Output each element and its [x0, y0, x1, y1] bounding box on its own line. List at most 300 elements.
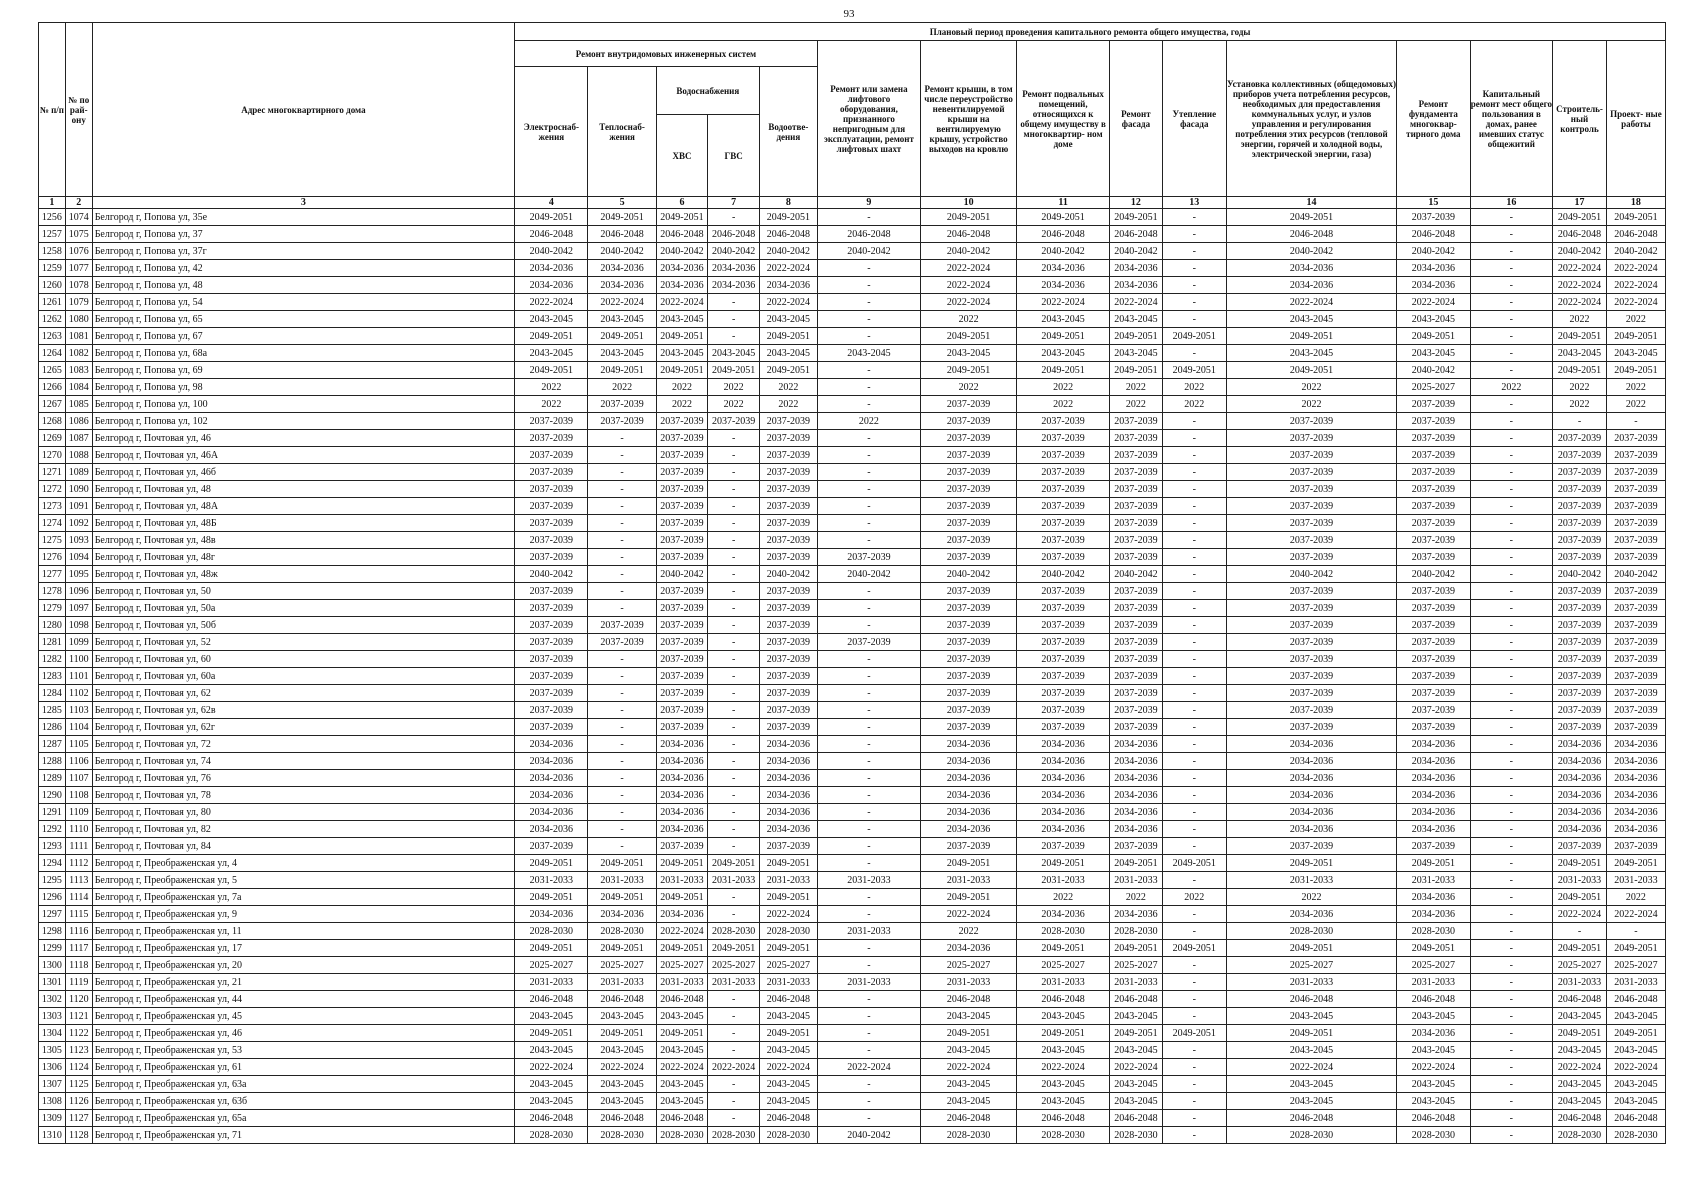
- period-cell: 2037-2039: [515, 515, 588, 532]
- period-cell: 2049-2051: [1553, 209, 1607, 226]
- period-cell: 2040-2042: [1553, 566, 1607, 583]
- address-cell: Белгород г, Преображенская ул, 11: [92, 923, 514, 940]
- period-cell: 2037-2039: [515, 583, 588, 600]
- period-cell: 2022: [817, 413, 920, 430]
- period-cell: -: [817, 447, 920, 464]
- district-number: 1095: [65, 566, 92, 583]
- period-cell: -: [1162, 1110, 1226, 1127]
- period-cell: 2049-2051: [515, 940, 588, 957]
- period-cell: 2031-2033: [515, 872, 588, 889]
- period-cell: 2034-2036: [921, 804, 1017, 821]
- period-cell: 2034-2036: [1110, 787, 1163, 804]
- district-number: 1083: [65, 362, 92, 379]
- address-cell: Белгород г, Почтовая ул, 74: [92, 753, 514, 770]
- district-number: 1077: [65, 260, 92, 277]
- period-cell: -: [1606, 413, 1665, 430]
- row-number: 1264: [39, 345, 66, 362]
- period-cell: 2043-2045: [1110, 345, 1163, 362]
- header-num: № п/п: [39, 23, 66, 197]
- table-row: [39, 651, 1666, 668]
- period-cell: -: [1470, 311, 1553, 328]
- period-cell: 2034-2036: [1397, 277, 1470, 294]
- period-cell: 2037-2039: [1226, 430, 1396, 447]
- period-cell: 2043-2045: [1226, 345, 1396, 362]
- table-row: [39, 855, 1666, 872]
- period-cell: 2034-2036: [656, 753, 708, 770]
- period-cell: -: [588, 770, 656, 787]
- period-cell: -: [1470, 498, 1553, 515]
- period-cell: 2031-2033: [921, 974, 1017, 991]
- period-cell: 2037-2039: [1606, 668, 1665, 685]
- period-cell: 2034-2036: [1553, 787, 1607, 804]
- period-cell: -: [1470, 753, 1553, 770]
- period-cell: 2049-2051: [1017, 362, 1110, 379]
- period-cell: 2034-2036: [1226, 770, 1396, 787]
- period-cell: 2025-2027: [1397, 957, 1470, 974]
- row-number: 1281: [39, 634, 66, 651]
- period-cell: -: [1162, 1059, 1226, 1076]
- table-row: [39, 464, 1666, 481]
- district-number: 1115: [65, 906, 92, 923]
- period-cell: -: [588, 430, 656, 447]
- period-cell: -: [1162, 906, 1226, 923]
- period-cell: 2043-2045: [759, 1076, 817, 1093]
- period-cell: 2031-2033: [759, 872, 817, 889]
- row-number: 1287: [39, 736, 66, 753]
- period-cell: 2037-2039: [515, 532, 588, 549]
- period-cell: -: [1470, 787, 1553, 804]
- period-cell: 2037-2039: [1017, 651, 1110, 668]
- period-cell: 2037-2039: [1110, 685, 1163, 702]
- address-cell: Белгород г, Преображенская ул, 63а: [92, 1076, 514, 1093]
- district-number: 1104: [65, 719, 92, 736]
- period-cell: 2043-2045: [656, 345, 708, 362]
- period-cell: 2037-2039: [1017, 532, 1110, 549]
- period-cell: 2022-2024: [759, 1059, 817, 1076]
- period-cell: 2037-2039: [1110, 600, 1163, 617]
- period-cell: 2022: [515, 396, 588, 413]
- period-cell: 2022-2024: [759, 260, 817, 277]
- period-cell: -: [1470, 532, 1553, 549]
- period-cell: 2031-2033: [515, 974, 588, 991]
- period-cell: 2049-2051: [921, 1025, 1017, 1042]
- period-cell: 2022-2024: [656, 1059, 708, 1076]
- period-cell: 2049-2051: [588, 209, 656, 226]
- period-cell: -: [1162, 651, 1226, 668]
- period-cell: -: [817, 600, 920, 617]
- address-cell: Белгород г, Почтовая ул, 48А: [92, 498, 514, 515]
- period-cell: -: [1162, 464, 1226, 481]
- period-cell: -: [708, 736, 760, 753]
- period-cell: -: [1162, 532, 1226, 549]
- table-row: [39, 617, 1666, 634]
- period-cell: -: [817, 855, 920, 872]
- row-number: 1307: [39, 1076, 66, 1093]
- row-number: 1272: [39, 481, 66, 498]
- row-number: 1292: [39, 821, 66, 838]
- period-cell: 2034-2036: [1226, 906, 1396, 923]
- period-cell: 2022: [1017, 379, 1110, 396]
- period-cell: 2025-2027: [656, 957, 708, 974]
- period-cell: 2031-2033: [1397, 872, 1470, 889]
- period-cell: 2037-2039: [1397, 617, 1470, 634]
- column-number-row: [39, 197, 1666, 209]
- header-facade-insulation: Утепление фасада: [1162, 41, 1226, 197]
- period-cell: -: [708, 1042, 760, 1059]
- period-cell: -: [1162, 345, 1226, 362]
- period-cell: -: [708, 1025, 760, 1042]
- period-cell: 2046-2048: [1553, 1110, 1607, 1127]
- period-cell: -: [1470, 226, 1553, 243]
- period-cell: 2037-2039: [1226, 719, 1396, 736]
- period-cell: 2037-2039: [515, 668, 588, 685]
- period-cell: 2034-2036: [1553, 821, 1607, 838]
- address-cell: Белгород г, Почтовая ул, 48: [92, 481, 514, 498]
- period-cell: 2037-2039: [515, 702, 588, 719]
- row-number: 1306: [39, 1059, 66, 1076]
- period-cell: -: [1162, 209, 1226, 226]
- table-row: [39, 498, 1666, 515]
- period-cell: 2049-2051: [1110, 1025, 1163, 1042]
- period-cell: 2034-2036: [1110, 277, 1163, 294]
- period-cell: 2049-2051: [1110, 328, 1163, 345]
- period-cell: -: [708, 702, 760, 719]
- period-cell: 2043-2045: [1110, 311, 1163, 328]
- period-cell: 2043-2045: [515, 1008, 588, 1025]
- table-row: [39, 583, 1666, 600]
- period-cell: 2037-2039: [921, 583, 1017, 600]
- page-number: 93: [843, 8, 855, 20]
- period-cell: 2037-2039: [1226, 532, 1396, 549]
- period-cell: -: [708, 600, 760, 617]
- period-cell: 2049-2051: [759, 889, 817, 906]
- period-cell: 2046-2048: [1397, 226, 1470, 243]
- period-cell: 2037-2039: [1226, 702, 1396, 719]
- period-cell: 2034-2036: [1226, 736, 1396, 753]
- row-number: 1300: [39, 957, 66, 974]
- period-cell: -: [1162, 1008, 1226, 1025]
- row-number: 1285: [39, 702, 66, 719]
- period-cell: -: [1162, 498, 1226, 515]
- period-cell: 2034-2036: [1017, 906, 1110, 923]
- header-dormitory: Капитальный ремонт мест общего пользования в домах, ранее имевших статус общежитий: [1470, 41, 1553, 197]
- period-cell: 2037-2039: [588, 617, 656, 634]
- period-cell: 2025-2027: [588, 957, 656, 974]
- period-cell: 2034-2036: [708, 260, 760, 277]
- period-cell: 2049-2051: [1162, 1025, 1226, 1042]
- period-cell: 2037-2039: [1553, 651, 1607, 668]
- period-cell: 2022-2024: [1553, 277, 1607, 294]
- table-row: [39, 1076, 1666, 1093]
- row-number: 1303: [39, 1008, 66, 1025]
- period-cell: 2043-2045: [1606, 345, 1665, 362]
- period-cell: 2043-2045: [1553, 1042, 1607, 1059]
- period-cell: -: [1470, 1042, 1553, 1059]
- period-cell: 2043-2045: [1397, 1076, 1470, 1093]
- period-cell: -: [1470, 1008, 1553, 1025]
- period-cell: -: [817, 515, 920, 532]
- row-number: 1302: [39, 991, 66, 1008]
- period-cell: 2037-2039: [1110, 447, 1163, 464]
- period-cell: 2037-2039: [515, 600, 588, 617]
- period-cell: 2034-2036: [1397, 787, 1470, 804]
- period-cell: 2031-2033: [1553, 872, 1607, 889]
- period-cell: 2037-2039: [1226, 515, 1396, 532]
- period-cell: -: [817, 481, 920, 498]
- period-cell: 2049-2051: [1162, 362, 1226, 379]
- period-cell: 2037-2039: [1226, 549, 1396, 566]
- period-cell: -: [708, 515, 760, 532]
- period-cell: 2043-2045: [1110, 1093, 1163, 1110]
- period-cell: -: [1162, 549, 1226, 566]
- period-cell: 2043-2045: [1017, 345, 1110, 362]
- period-cell: 2049-2051: [708, 940, 760, 957]
- period-cell: 2046-2048: [656, 226, 708, 243]
- table-row: [39, 1110, 1666, 1127]
- period-cell: -: [588, 447, 656, 464]
- period-cell: 2049-2051: [921, 889, 1017, 906]
- period-cell: 2043-2045: [656, 1093, 708, 1110]
- period-cell: -: [708, 634, 760, 651]
- period-cell: 2037-2039: [1606, 430, 1665, 447]
- period-cell: -: [1470, 209, 1553, 226]
- period-cell: 2037-2039: [656, 549, 708, 566]
- period-cell: -: [708, 753, 760, 770]
- period-cell: 2046-2048: [1397, 1110, 1470, 1127]
- period-cell: 2043-2045: [1553, 1093, 1607, 1110]
- period-cell: 2037-2039: [656, 481, 708, 498]
- period-cell: -: [708, 294, 760, 311]
- period-cell: 2037-2039: [1110, 668, 1163, 685]
- district-number: 1091: [65, 498, 92, 515]
- period-cell: 2037-2039: [759, 600, 817, 617]
- period-cell: 2046-2048: [1606, 1110, 1665, 1127]
- period-cell: 2037-2039: [1606, 600, 1665, 617]
- period-cell: -: [817, 787, 920, 804]
- period-cell: -: [1162, 719, 1226, 736]
- address-cell: Белгород г, Преображенская ул, 71: [92, 1127, 514, 1144]
- period-cell: 2034-2036: [1606, 753, 1665, 770]
- period-cell: -: [1470, 481, 1553, 498]
- table-row: [39, 294, 1666, 311]
- period-cell: 2040-2042: [1017, 566, 1110, 583]
- table-row: [39, 991, 1666, 1008]
- period-cell: 2046-2048: [1553, 991, 1607, 1008]
- district-number: 1107: [65, 770, 92, 787]
- period-cell: 2037-2039: [759, 838, 817, 855]
- table-row: [39, 549, 1666, 566]
- period-cell: -: [1470, 1059, 1553, 1076]
- period-cell: 2043-2045: [1226, 1008, 1396, 1025]
- address-cell: Белгород г, Почтовая ул, 48Б: [92, 515, 514, 532]
- period-cell: 2022-2024: [921, 277, 1017, 294]
- period-cell: 2037-2039: [1397, 498, 1470, 515]
- period-cell: 2034-2036: [759, 753, 817, 770]
- period-cell: -: [817, 906, 920, 923]
- period-cell: 2034-2036: [1553, 770, 1607, 787]
- period-cell: 2037-2039: [656, 413, 708, 430]
- period-cell: 2022: [708, 379, 760, 396]
- period-cell: -: [708, 549, 760, 566]
- table-row: [39, 906, 1666, 923]
- period-cell: 2022-2024: [656, 923, 708, 940]
- address-cell: Белгород г, Почтовая ул, 60: [92, 651, 514, 668]
- row-number: 1278: [39, 583, 66, 600]
- address-cell: Белгород г, Почтовая ул, 62г: [92, 719, 514, 736]
- period-cell: 2043-2045: [1606, 1008, 1665, 1025]
- period-cell: 2034-2036: [1017, 770, 1110, 787]
- period-cell: 2031-2033: [1110, 872, 1163, 889]
- table-row: [39, 600, 1666, 617]
- period-cell: 2037-2039: [1017, 668, 1110, 685]
- period-cell: 2037-2039: [515, 498, 588, 515]
- period-cell: 2037-2039: [1397, 668, 1470, 685]
- period-cell: 2049-2051: [588, 1025, 656, 1042]
- period-cell: 2034-2036: [1397, 1025, 1470, 1042]
- period-cell: 2022: [1553, 311, 1607, 328]
- period-cell: 2022: [708, 396, 760, 413]
- period-cell: 2037-2039: [1553, 549, 1607, 566]
- period-cell: 2037-2039: [1397, 464, 1470, 481]
- period-cell: 2040-2042: [759, 566, 817, 583]
- period-cell: 2025-2027: [1553, 957, 1607, 974]
- period-cell: 2049-2051: [515, 1025, 588, 1042]
- row-number: 1305: [39, 1042, 66, 1059]
- district-number: 1113: [65, 872, 92, 889]
- period-cell: 2046-2048: [817, 226, 920, 243]
- period-cell: 2037-2039: [588, 413, 656, 430]
- period-cell: 2022: [1017, 396, 1110, 413]
- period-cell: -: [1162, 277, 1226, 294]
- period-cell: 2049-2051: [1553, 855, 1607, 872]
- period-cell: 2034-2036: [1397, 753, 1470, 770]
- period-cell: -: [1162, 226, 1226, 243]
- period-cell: 2040-2042: [656, 243, 708, 260]
- period-cell: 2022-2024: [1017, 1059, 1110, 1076]
- period-cell: 2031-2033: [708, 974, 760, 991]
- period-cell: 2037-2039: [1017, 549, 1110, 566]
- period-cell: 2028-2030: [759, 1127, 817, 1144]
- period-cell: -: [1470, 804, 1553, 821]
- period-cell: 2034-2036: [515, 753, 588, 770]
- address-cell: Белгород г, Преображенская ул, 7а: [92, 889, 514, 906]
- period-cell: 2028-2030: [1017, 923, 1110, 940]
- period-cell: -: [817, 617, 920, 634]
- period-cell: 2037-2039: [921, 719, 1017, 736]
- period-cell: 2025-2027: [1226, 957, 1396, 974]
- period-cell: 2043-2045: [1017, 1093, 1110, 1110]
- period-cell: -: [708, 583, 760, 600]
- period-cell: 2037-2039: [759, 583, 817, 600]
- period-cell: 2037-2039: [1553, 685, 1607, 702]
- table-row: [39, 940, 1666, 957]
- period-cell: -: [1470, 243, 1553, 260]
- period-cell: 2049-2051: [1110, 940, 1163, 957]
- period-cell: 2040-2042: [1397, 566, 1470, 583]
- period-cell: 2028-2030: [1397, 923, 1470, 940]
- period-cell: 2049-2051: [515, 209, 588, 226]
- period-cell: 2043-2045: [656, 1008, 708, 1025]
- address-cell: Белгород г, Преображенская ул, 5: [92, 872, 514, 889]
- header-construction-control: Строитель- ный контроль: [1553, 41, 1607, 197]
- address-cell: Белгород г, Почтовая ул, 80: [92, 804, 514, 821]
- period-cell: -: [1470, 889, 1553, 906]
- period-cell: 2043-2045: [759, 1008, 817, 1025]
- period-cell: -: [817, 396, 920, 413]
- district-number: 1096: [65, 583, 92, 600]
- period-cell: 2025-2027: [1017, 957, 1110, 974]
- period-cell: 2037-2039: [515, 430, 588, 447]
- period-cell: -: [708, 430, 760, 447]
- period-cell: -: [588, 753, 656, 770]
- period-cell: 2043-2045: [759, 1093, 817, 1110]
- period-cell: 2022-2024: [515, 1059, 588, 1076]
- period-cell: -: [588, 532, 656, 549]
- period-cell: -: [1470, 974, 1553, 991]
- period-cell: 2037-2039: [759, 719, 817, 736]
- address-cell: Белгород г, Попова ул, 37г: [92, 243, 514, 260]
- period-cell: 2037-2039: [656, 515, 708, 532]
- period-cell: -: [1470, 515, 1553, 532]
- district-number: 1100: [65, 651, 92, 668]
- period-cell: 2037-2039: [1397, 430, 1470, 447]
- row-number: 1263: [39, 328, 66, 345]
- district-number: 1124: [65, 1059, 92, 1076]
- period-cell: -: [1470, 906, 1553, 923]
- table-row: [39, 685, 1666, 702]
- period-cell: 2049-2051: [1606, 328, 1665, 345]
- table-row: [39, 770, 1666, 787]
- period-cell: 2037-2039: [1110, 617, 1163, 634]
- period-cell: 2028-2030: [1397, 1127, 1470, 1144]
- period-cell: 2037-2039: [1553, 515, 1607, 532]
- period-cell: 2022: [1017, 889, 1110, 906]
- period-cell: 2037-2039: [1017, 685, 1110, 702]
- period-cell: 2049-2051: [1226, 940, 1396, 957]
- period-cell: 2028-2030: [1226, 923, 1396, 940]
- period-cell: 2034-2036: [515, 770, 588, 787]
- period-cell: 2043-2045: [656, 311, 708, 328]
- period-cell: 2037-2039: [921, 464, 1017, 481]
- period-cell: 2037-2039: [759, 651, 817, 668]
- period-cell: -: [708, 1076, 760, 1093]
- period-cell: -: [1162, 1093, 1226, 1110]
- column-number: 12: [1110, 197, 1163, 209]
- period-cell: 2034-2036: [656, 277, 708, 294]
- period-cell: 2037-2039: [588, 634, 656, 651]
- period-cell: 2034-2036: [588, 260, 656, 277]
- period-cell: 2022: [1226, 396, 1396, 413]
- column-number: 5: [588, 197, 656, 209]
- period-cell: -: [708, 209, 760, 226]
- period-cell: 2022: [1110, 379, 1163, 396]
- period-cell: -: [1470, 719, 1553, 736]
- table-row: [39, 345, 1666, 362]
- period-cell: 2037-2039: [1397, 515, 1470, 532]
- period-cell: 2046-2048: [759, 226, 817, 243]
- period-cell: 2022-2024: [921, 1059, 1017, 1076]
- address-cell: Белгород г, Преображенская ул, 63б: [92, 1093, 514, 1110]
- table-row: [39, 226, 1666, 243]
- address-cell: Белгород г, Почтовая ул, 78: [92, 787, 514, 804]
- period-cell: 2046-2048: [1226, 226, 1396, 243]
- period-cell: 2046-2048: [921, 226, 1017, 243]
- period-cell: 2043-2045: [1397, 1042, 1470, 1059]
- period-cell: 2040-2042: [1553, 243, 1607, 260]
- header-roof: Ремонт крыши, в том числе переустройство невентилируемой крыши на вентилируемую крышу, устройство выходов на кровлю: [921, 41, 1017, 197]
- period-cell: 2028-2030: [588, 1127, 656, 1144]
- row-number: 1265: [39, 362, 66, 379]
